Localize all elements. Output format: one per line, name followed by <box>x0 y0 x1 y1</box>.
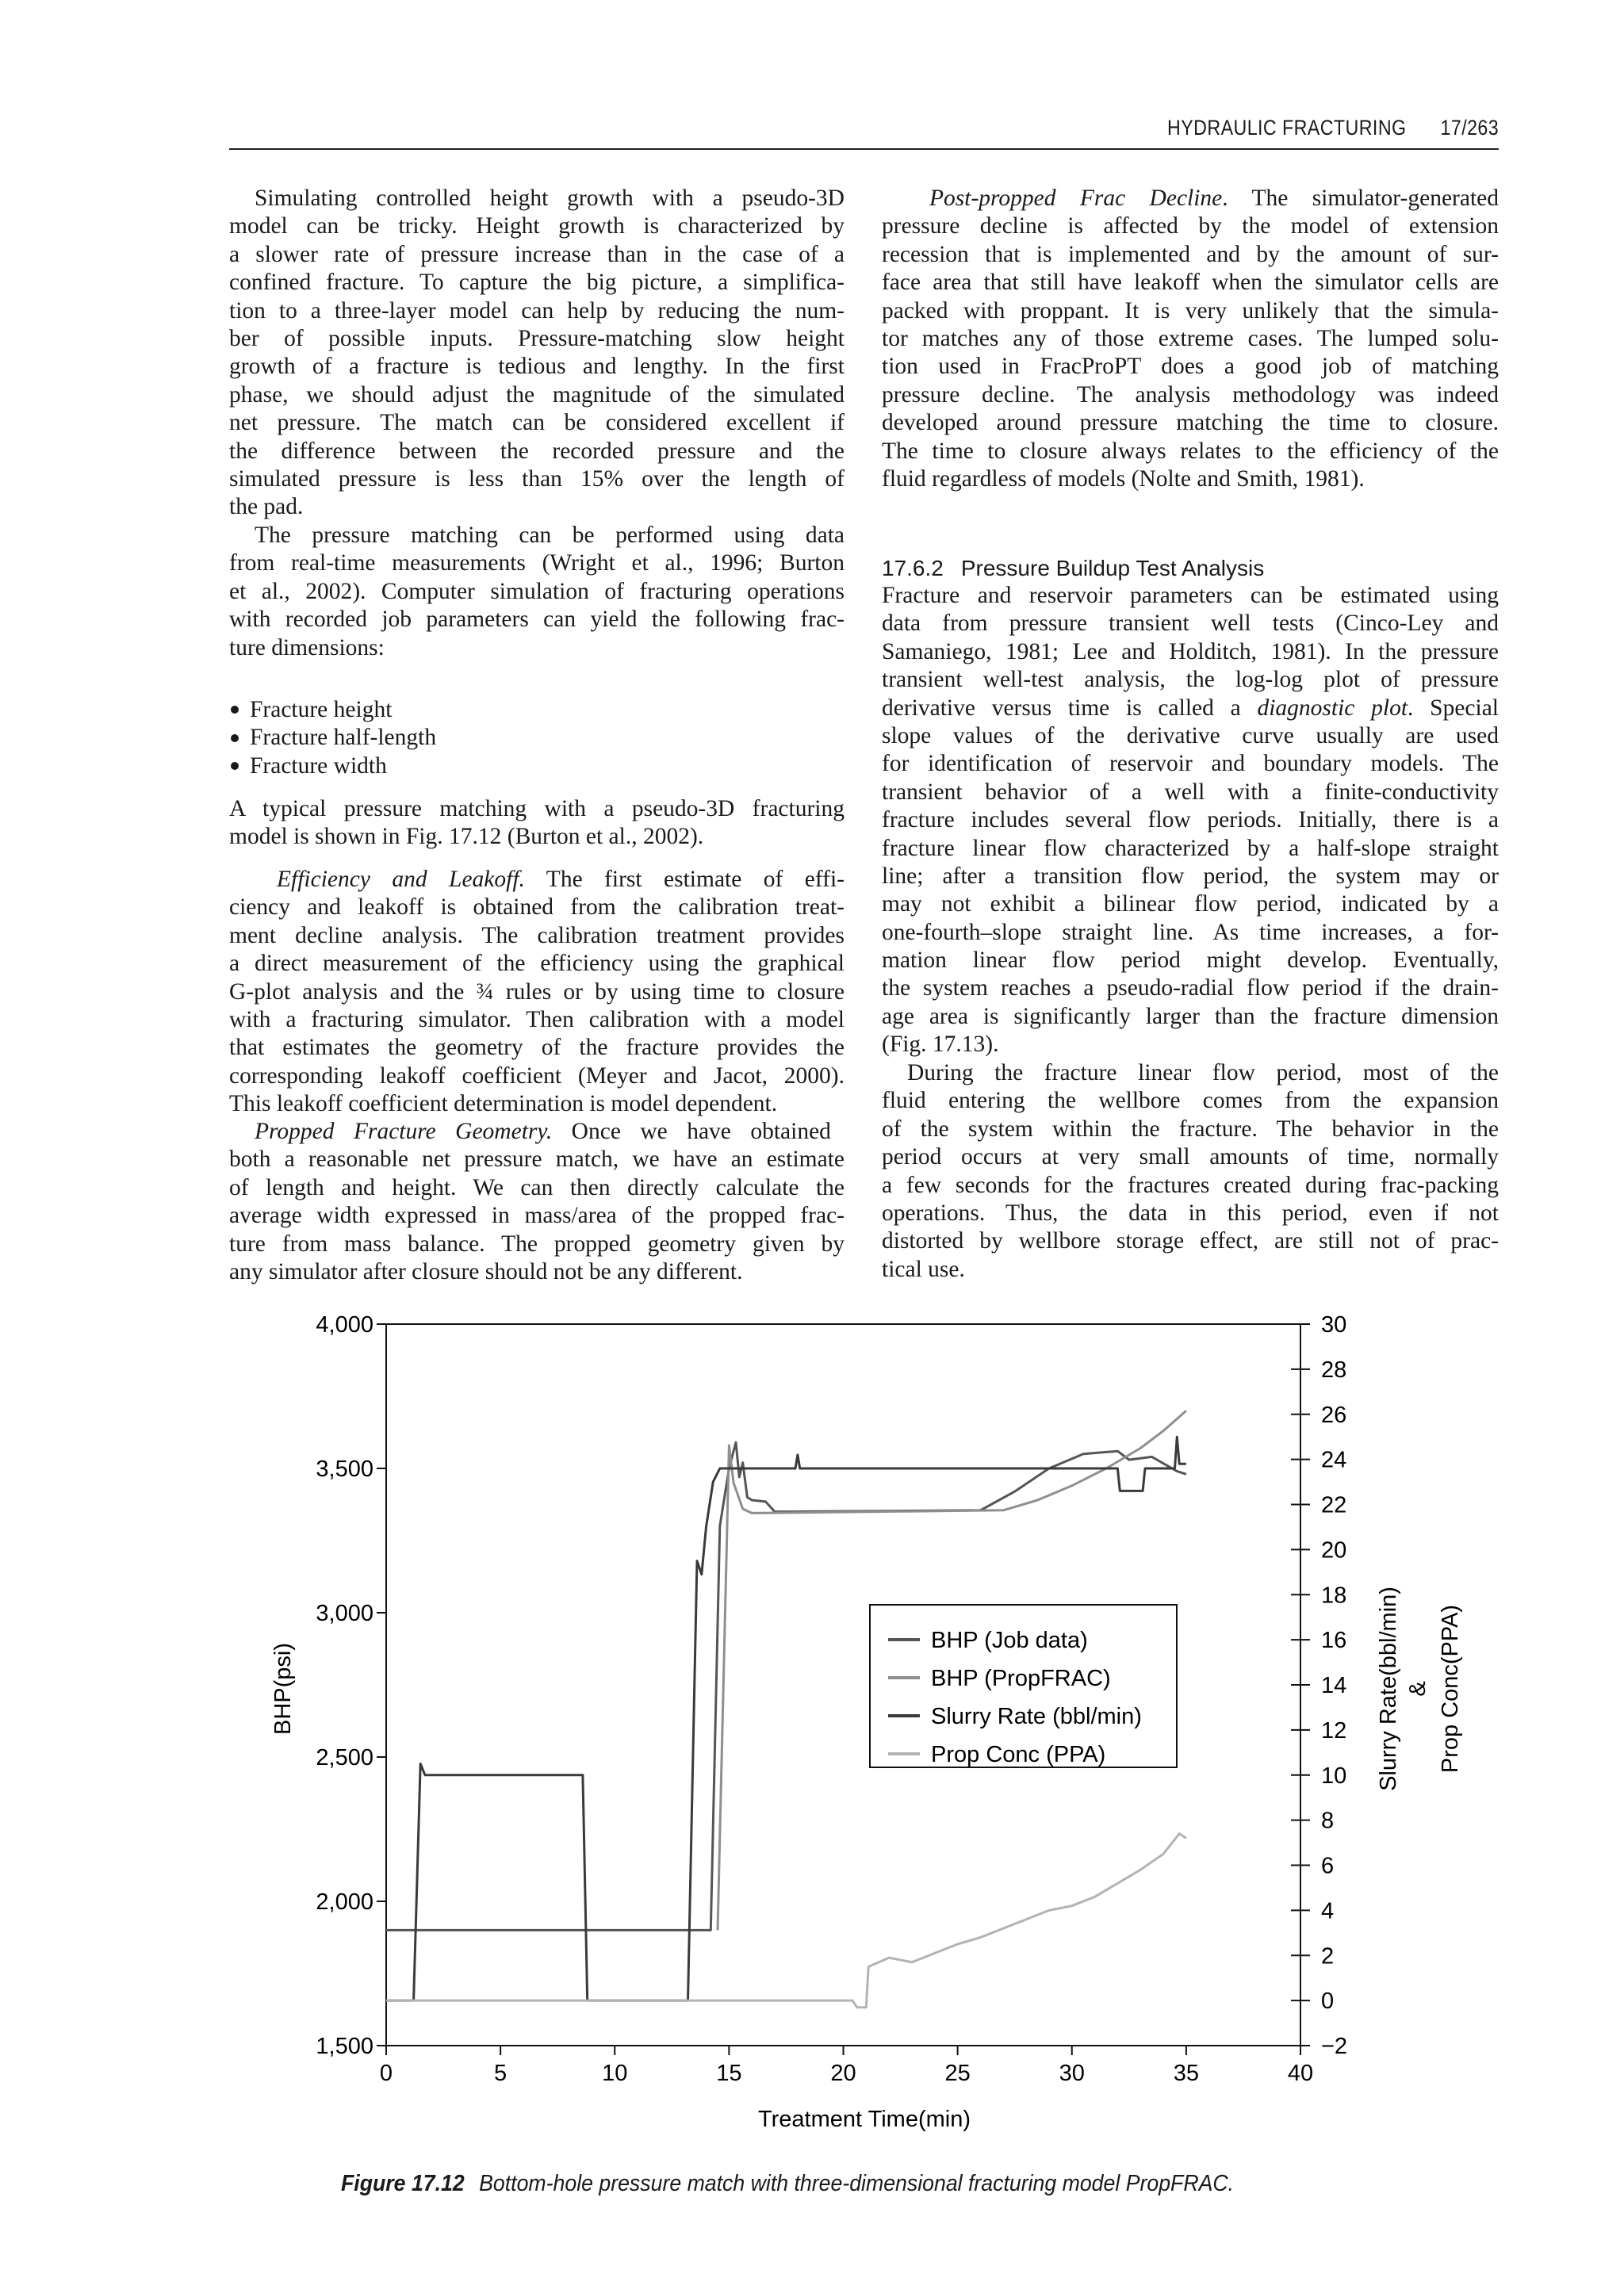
y2-tick-label: 12 <box>1321 1717 1347 1744</box>
text-line-content: a direct measurement of the efficiency using the graphical <box>229 951 845 977</box>
text-line-content: both a reasonable net pressure match, we have an estimate <box>229 1146 845 1173</box>
list-item-text: Fracture half-length <box>250 725 437 751</box>
x-tick-label: 5 <box>494 2061 508 2086</box>
y2-tick-label: 2 <box>1321 1943 1335 1970</box>
text-line-content: the system reaches a pseudo-radial flow period if the drain- <box>882 975 1499 1001</box>
text-line-content: During the fracture linear flow period, most of the <box>907 1060 1499 1085</box>
y2-tick-label: 30 <box>1321 1312 1347 1338</box>
text-line-content: ciency and leakoff is obtained from the calibration treat- <box>229 894 845 921</box>
text-line-content: model can be tricky. Height growth is characterized by <box>229 213 845 239</box>
text-line-content: transient behavior of a well with a finite-conductivity <box>882 779 1499 805</box>
text-line-content: period occurs at very small amounts of time, normally <box>882 1144 1499 1170</box>
y2-tick-label: 8 <box>1321 1808 1335 1834</box>
text-line-content: growth of a fracture is tedious and lengthy. In the first <box>229 354 845 380</box>
text-line-content: age area is significantly larger than the fracture dimension <box>882 1003 1499 1029</box>
y2-tick-label: −2 <box>1321 2034 1348 2059</box>
page-number: 17/263 <box>1440 116 1499 140</box>
italic-run: Post-propped Frac Decline <box>929 186 1223 211</box>
text-line-content: of length and height. We can then directly calculate the <box>229 1174 845 1200</box>
section-number: 17.6.2 <box>882 556 944 580</box>
text-line-content: the pad. <box>229 494 304 520</box>
y2-tick-label: 28 <box>1321 1357 1347 1383</box>
x-tick-label: 20 <box>830 2061 856 2086</box>
text-line-content: tor matches any of those extreme cases. The lumped solu- <box>882 325 1499 351</box>
text-line-content: mation linear flow period might develop. Eventually, <box>882 947 1499 974</box>
text-line-content: of the system within the fracture. The behavior in the <box>882 1116 1499 1142</box>
text-line-content: data from pressure transient well tests (Cinco-Ley and <box>882 611 1499 637</box>
text-run: derivative versus time is called a <box>882 695 1258 721</box>
list-item-text: Fracture height <box>250 697 393 722</box>
text-line-content: phase, we should adjust the magnitude of the simulated <box>229 381 845 408</box>
series-line-3 <box>386 1834 1186 2008</box>
legend-entry: BHP (Job data) <box>931 1628 1088 1653</box>
italic-run: Efficiency and Leakoff. <box>277 867 525 892</box>
y2-tick-label: 14 <box>1321 1673 1347 1698</box>
text-line-content: distorted by wellbore storage effect, are still not of prac- <box>882 1228 1499 1254</box>
text-line-content: slope values of the derivative curve usually are used <box>882 722 1499 748</box>
text-line-content: The time to closure always relates to the efficiency of the <box>882 438 1499 464</box>
y-tick-label: 1,500 <box>316 2034 373 2059</box>
text-line-content: ment decline analysis. The calibration treatment provides <box>229 922 845 948</box>
text-run: The first estimate of effi- <box>524 867 845 892</box>
text-line-content: from real-time measurements (Wright et al., 1996; Burton <box>229 550 845 576</box>
text-line-content: et al., 2002). Computer simulation of fracturing operations <box>229 578 845 604</box>
text-line-content: fracture includes several flow periods. Initially, there is a <box>882 807 1499 833</box>
text-line-content: (Fig. 17.13). <box>882 1032 999 1058</box>
x-tick-label: 15 <box>716 2061 742 2086</box>
y2-tick-label: 26 <box>1321 1402 1347 1428</box>
text-line-content: line; after a transition flow period, the system may or <box>882 863 1499 889</box>
y-tick-label: 2,000 <box>316 1889 373 1915</box>
text-line-content: a few seconds for the fractures created during frac-packing <box>882 1172 1499 1198</box>
running-title: HYDRAULIC FRACTURING <box>1166 116 1407 140</box>
section-title: Pressure Buildup Test Analysis <box>960 556 1265 580</box>
text-line-content: ber of possible inputs. Pressure-matching slow height <box>229 325 845 351</box>
text-line-content: a slower rate of pressure increase than in the case of a <box>229 241 845 267</box>
legend-entry: BHP (PropFRAC) <box>931 1666 1111 1691</box>
y2-tick-label: 18 <box>1321 1583 1347 1609</box>
text-line-content: the difference between the recorded pressure and the <box>229 438 845 464</box>
x-axis-label: Treatment Time(min) <box>757 2107 971 2132</box>
y-tick-label: 4,000 <box>316 1312 373 1338</box>
text-line-content: fluid regardless of models (Nolte and Smith, 1981). <box>882 465 1365 492</box>
text-line-content: operations. Thus, the data in this period, even if not <box>882 1200 1499 1226</box>
y-tick-label: 3,500 <box>316 1457 373 1482</box>
text-line-content: model is shown in Fig. 17.12 (Burton et al., 2002). <box>229 824 704 850</box>
text-line-content: recession that is implemented and by the amount of sur- <box>882 241 1499 267</box>
y2-tick-label: 4 <box>1321 1898 1335 1924</box>
text-line-content: that estimates the geometry of the fracture provides the <box>229 1035 845 1061</box>
y2-axis-label-conc: Prop Conc(PPA) <box>1438 1604 1463 1774</box>
x-tick-label: 30 <box>1059 2061 1085 2086</box>
legend-entry: Slurry Rate (bbl/min) <box>931 1704 1142 1729</box>
list-item-text: Fracture width <box>250 752 387 779</box>
text-line-content: A typical pressure matching with a pseudo-3D fracturing <box>229 796 845 821</box>
text-line-content: ture dimensions: <box>229 634 385 660</box>
y-axis-label: BHP(psi) <box>270 1642 296 1736</box>
text-line-content: G-plot analysis and the ¾ rules or by using time to closure <box>229 978 845 1005</box>
text-line-content: for identification of reservoir and boundary models. The <box>882 751 1499 777</box>
text-line-content: any simulator after closure should not be any different. <box>229 1258 743 1284</box>
x-tick-label: 40 <box>1287 2061 1314 2086</box>
text-line-content: with recorded job parameters can yield the following frac- <box>229 607 845 633</box>
legend-entry: Prop Conc (PPA) <box>931 1742 1106 1767</box>
text-line-content: corresponding leakoff coefficient (Meyer and Jacot, 2000). <box>229 1062 845 1089</box>
y2-tick-label: 0 <box>1321 1989 1335 2015</box>
text-line-content: pressure decline. The analysis methodology was indeed <box>882 381 1499 408</box>
text-line-content: tical use. <box>882 1256 965 1282</box>
x-tick-label: 0 <box>379 2061 393 2086</box>
text-line-content: Samaniego, 1981; Lee and Holditch, 1981). In the pressure <box>882 638 1499 664</box>
text-line-content: packed with proppant. It is very unlikely that the simula- <box>882 297 1499 323</box>
text-line-content: Simulating controlled height growth with a pseudo-3D <box>255 186 845 211</box>
text-line-content: face area that still have leakoff when the simulator cells are <box>882 270 1499 296</box>
chart-legend <box>870 1605 1177 1767</box>
text-line-content: fluid entering the wellbore comes from the expansion <box>882 1088 1499 1114</box>
text-line-content: simulated pressure is less than 15% over the length of <box>229 465 845 492</box>
text-run: . Special <box>1408 695 1499 721</box>
text-line-content: pressure decline is affected by the model of extension <box>882 213 1499 239</box>
x-tick-label: 35 <box>1173 2061 1200 2086</box>
figure-caption-text: Bottom-hole pressure match with three-dimensional fracturing model PropFRAC. <box>479 2171 1235 2196</box>
text-line-content: The pressure matching can be performed using data <box>255 523 845 548</box>
x-tick-label: 25 <box>944 2061 971 2086</box>
text-line-content: confined fracture. To capture the big picture, a simplifica- <box>229 270 845 296</box>
text-line-content: net pressure. The match can be considered excellent if <box>229 410 845 436</box>
text-line-content: transient well-test analysis, the log-log plot of pressure <box>882 667 1499 693</box>
text-line-content: tion to a three-layer model can help by reducing the num- <box>229 297 845 323</box>
text-run: Once we have obtained <box>552 1119 831 1144</box>
italic-run: Propped Fracture Geometry. <box>255 1119 553 1144</box>
figure-caption <box>341 2171 1234 2197</box>
text-run: . The simulator-generated <box>1222 186 1499 211</box>
text-line-content: developed around pressure matching the time to closure. <box>882 410 1499 436</box>
text-line-content: fracture linear flow characterized by a half-slope straight <box>882 835 1499 861</box>
figure-label: Figure 17.12 <box>341 2171 465 2196</box>
y2-tick-label: 24 <box>1321 1447 1347 1473</box>
text-line-content: ture from mass balance. The propped geometry given by <box>229 1231 845 1257</box>
y2-tick-label: 16 <box>1321 1628 1347 1654</box>
italic-run: diagnostic plot <box>1257 695 1408 721</box>
text-line-content: This leakoff coefficient determination is model dependent. <box>229 1091 778 1117</box>
y-tick-label: 2,500 <box>316 1745 373 1770</box>
y2-tick-label: 10 <box>1321 1763 1347 1789</box>
text-line-content: Fracture and reservoir parameters can be estimated using <box>882 583 1499 608</box>
text-line-content: one-fourth–slope straight line. As time increases, a for- <box>882 919 1499 945</box>
text-line-content: average width expressed in mass/area of the propped frac- <box>229 1203 845 1229</box>
text-line-content: with a fracturing simulator. Then calibration with a model <box>229 1006 845 1032</box>
y2-tick-label: 6 <box>1321 1853 1335 1879</box>
y2-tick-label: 20 <box>1321 1537 1347 1564</box>
y-tick-label: 3,000 <box>316 1601 373 1626</box>
x-tick-label: 10 <box>602 2061 628 2086</box>
y2-tick-label: 22 <box>1321 1492 1347 1518</box>
text-line-content: tion used in FracProPT does a good job of matching <box>882 354 1499 380</box>
y2-axis-label-amp: & <box>1405 1681 1431 1697</box>
y2-axis-label-rate: Slurry Rate(bbl/min) <box>1376 1587 1401 1791</box>
text-line-content: may not exhibit a bilinear flow period, indicated by a <box>882 891 1499 917</box>
